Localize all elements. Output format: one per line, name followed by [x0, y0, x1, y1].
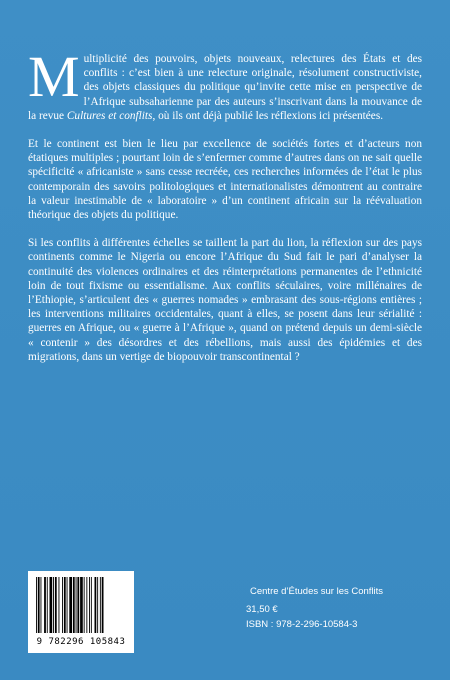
barcode-bar: [84, 577, 85, 633]
barcode-bar: [59, 577, 60, 633]
barcode-bar: [67, 577, 68, 633]
barcode-bar: [55, 577, 57, 633]
barcode-bar: [44, 577, 46, 633]
barcode-digits: 9 782296 105843: [36, 637, 126, 647]
barcode-bar: [69, 577, 72, 633]
barcode-bar: [89, 577, 90, 633]
barcode-bar: [76, 577, 77, 633]
price: 31,50 €: [246, 604, 278, 615]
barcode-bar: [36, 577, 37, 633]
barcode-bar: [62, 577, 63, 633]
barcode-bar: [86, 577, 87, 633]
series-name: Centre d’Études sur les Conflits: [250, 586, 384, 597]
barcode-bar: [47, 577, 48, 633]
barcode: [28, 571, 134, 653]
paragraph-1-end: , où ils ont déjà publié les réflexions ici présentées.: [152, 109, 384, 122]
blurb-paragraph-3: Si les conflits à différentes échelles se taillent la part du lion, la réflexion sur des pays continents comme le Nigeria ou encore l’Afrique du Sud fait le pari d’analyser la continuité des violences ordinaires et des réinterprétations permanentes de l’ethnicité loin de tout fixisme ou essentialisme. Aux conflits séculaires, voire millénaires de l’Ethiopie, s’articulent des « guerres nomades » embrasant des sous-régions entières ; les interventions militaires occidentales, quant à elles, se posent dans leur sérialité : guerres en Afrique, ou « guerre à l’Afrique », quand on prétend depuis un demi-siècle « contenir » des désordres et des rébellions, mais aussi des épidémies et des migrations, dans un vertige de biopouvoir transcontinental ?: [28, 237, 422, 363]
barcode-bars: [34, 577, 128, 635]
paragraph-1-text: ultiplicité des pouvoirs, objets nouveaux, relectures des États et des conflits : c’est bien à une relecture originale, résolument constructiviste, des objets classiques du politique qu’invite cette mise en perspective de l’Afrique subsaharienne par des auteurs s’inscrivant dans la mouvance de la revue: [28, 53, 422, 122]
drop-cap: M: [28, 44, 80, 109]
barcode-bar: [50, 577, 53, 633]
barcode-bar: [80, 577, 83, 633]
blurb-paragraph-1: [28, 44, 422, 123]
barcode-bar: [97, 577, 98, 633]
barcode-bar: [95, 577, 97, 633]
blurb-text: [28, 44, 422, 378]
blurb-paragraph-2: Et le continent est bien le lieu par excellence de sociétés fortes et d’acteurs non étatiques multiples ; pourtant loin de s’enfermer comme d’autres dans on ne sait quelle spécificité « africaniste » sans cesse recréée, ces recherches informées de l’état le plus contemporain des savoirs politologiques et internationalistes démontrent au contraire la valeur inestimable de « laboratoire » d’un continent africain sur la réévaluation théorique des objets du politique.: [28, 138, 422, 222]
isbn: ISBN : 978-2-296-10584-3: [246, 619, 358, 630]
barcode-bar: [77, 577, 79, 633]
barcode-bar: [91, 577, 92, 633]
barcode-bar: [100, 577, 101, 633]
barcode-bar: [53, 577, 54, 633]
journal-title: Cultures et conflits: [66, 109, 153, 122]
barcode-bar: [73, 577, 75, 633]
barcode-bar: [102, 577, 104, 633]
barcode-bar: [41, 577, 42, 633]
barcode-bar: [38, 577, 40, 633]
barcode-bar: [64, 577, 66, 633]
